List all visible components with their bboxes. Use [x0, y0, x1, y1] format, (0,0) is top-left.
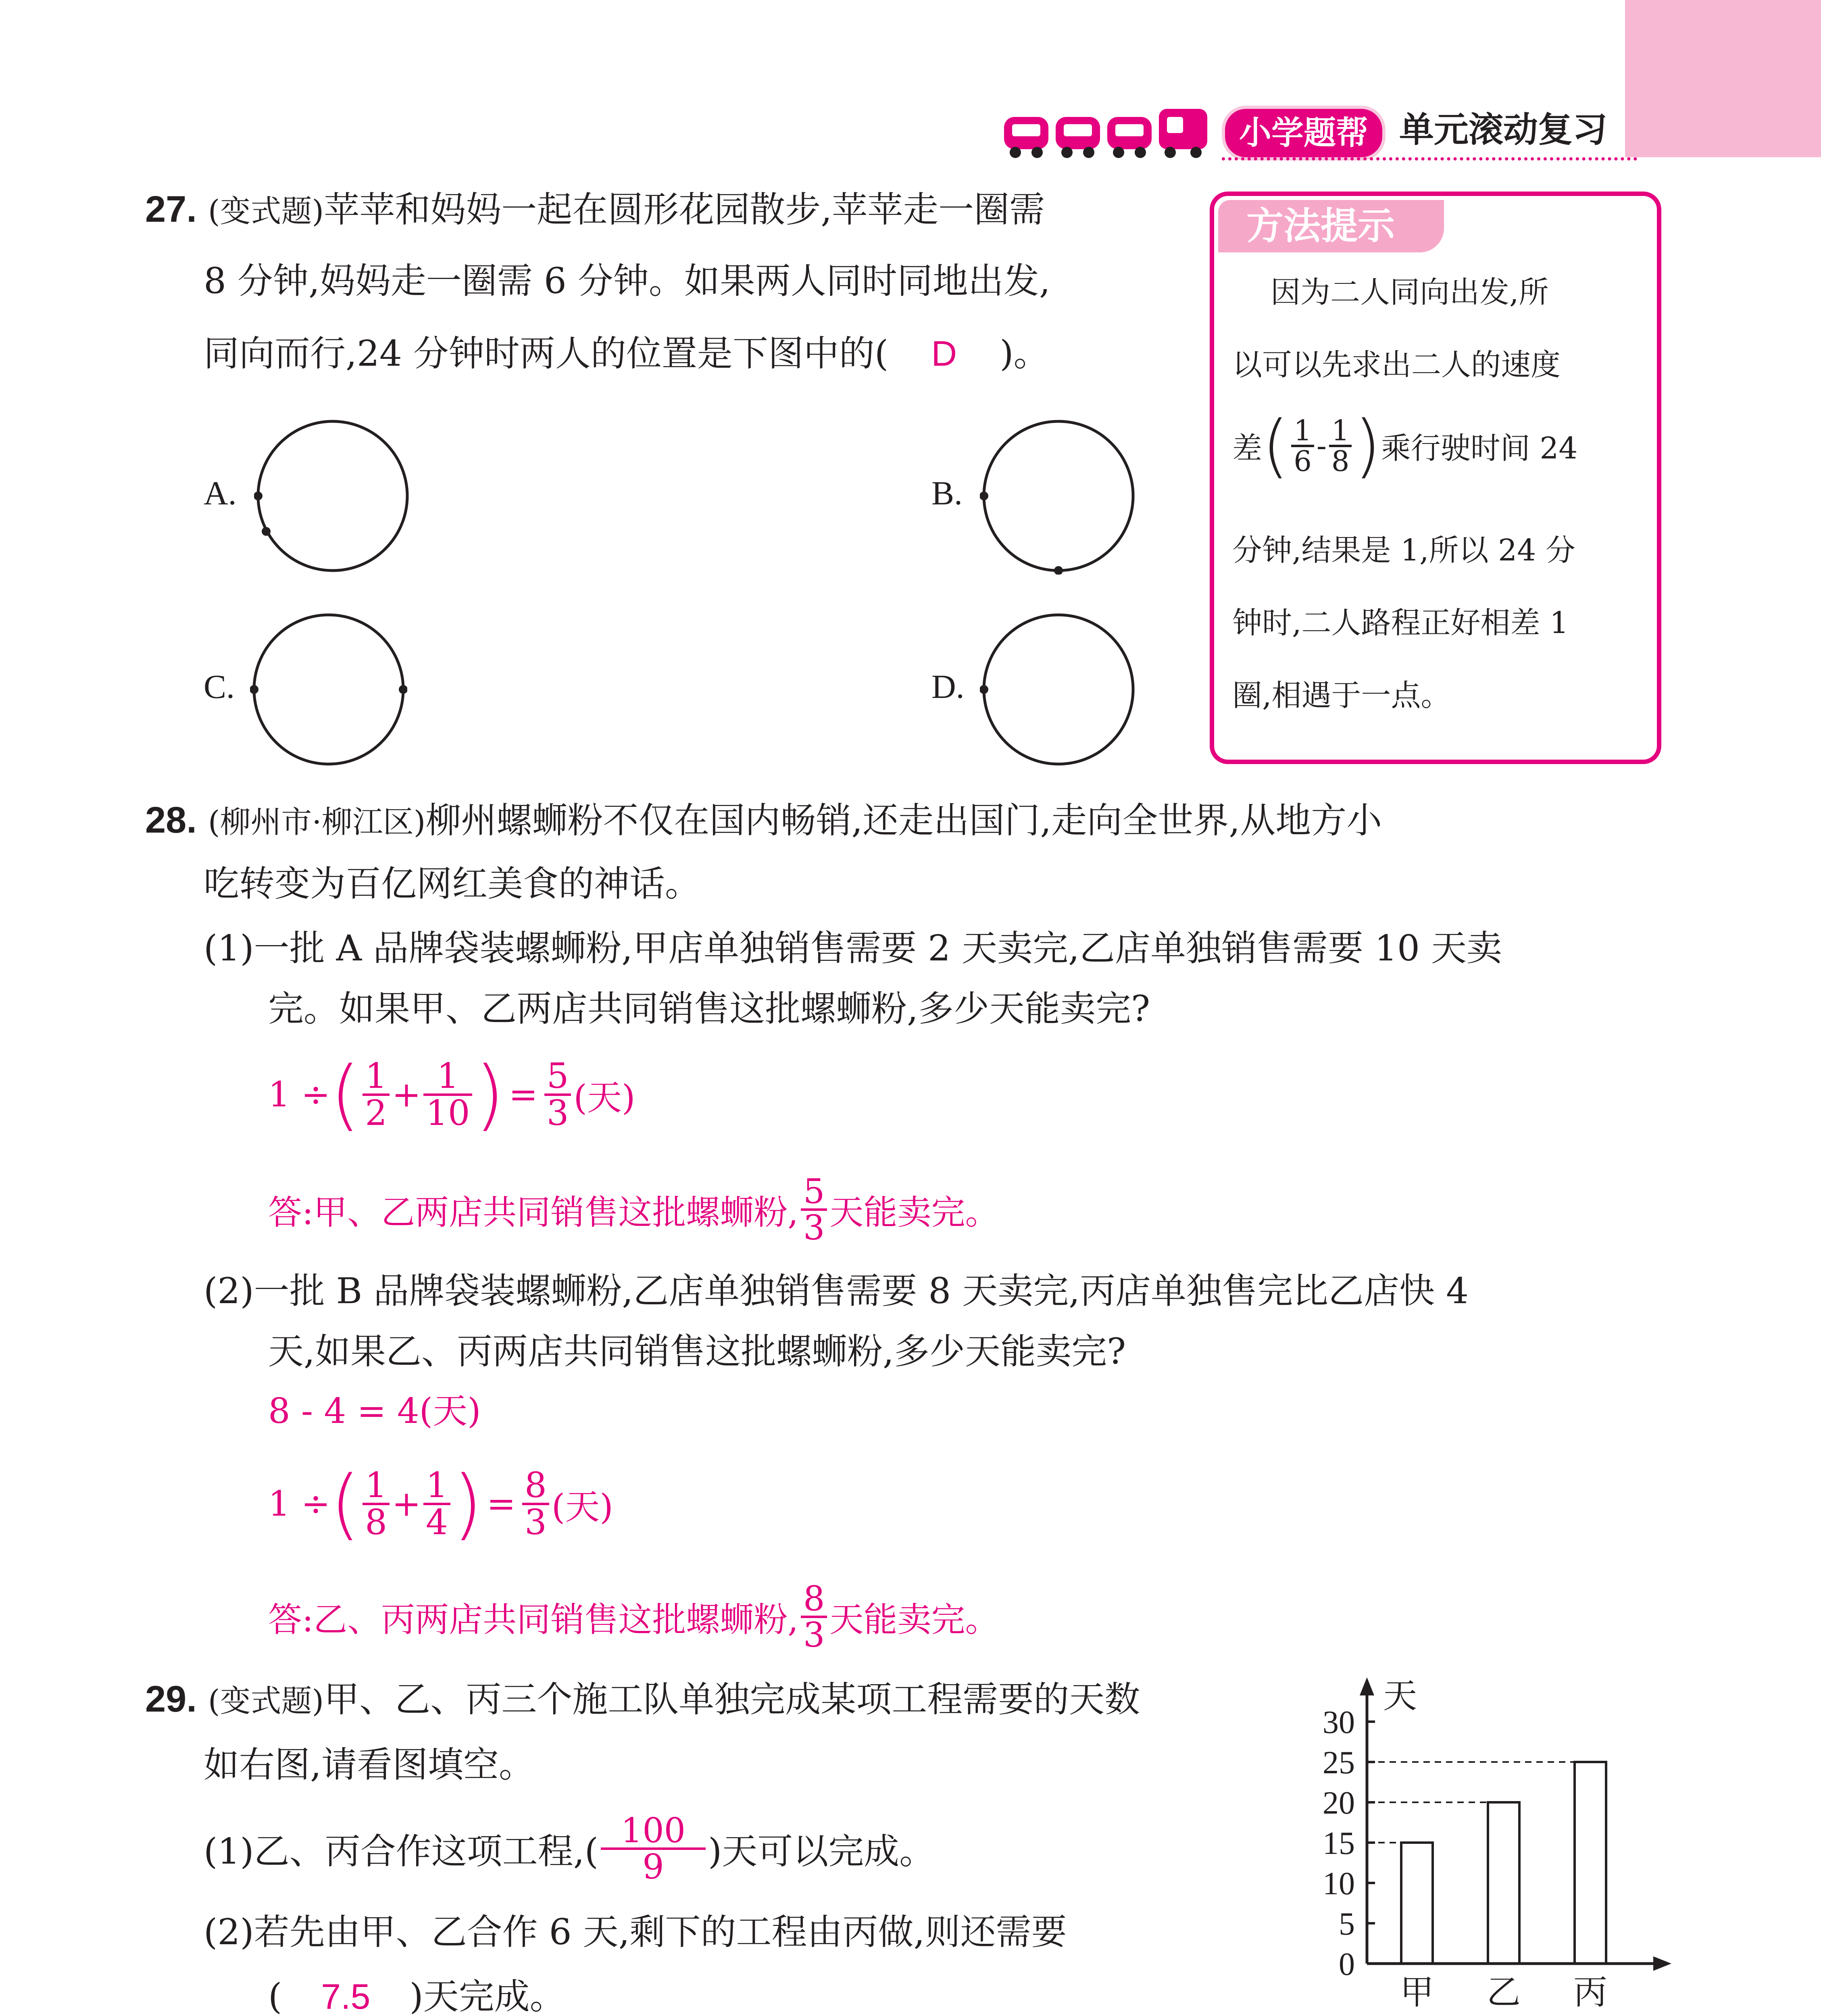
eq1-result: $\frac{5}{3}$: [544, 1059, 571, 1131]
bar-chart-svg: [1306, 1673, 1677, 2016]
header-section-title: 单元滚动复习: [1399, 110, 1607, 150]
tip-line5: 钟时,二人路程正好相差 1: [1232, 606, 1569, 640]
q27-text1: 苹苹和妈妈一起在圆形花园散步,苹苹走一圈需: [324, 189, 1045, 230]
ans1-text-end: 天能卖完。: [829, 1192, 999, 1232]
q28-part1-equation: [268, 1040, 635, 1149]
tip-line1: 因为二人同向出发,所: [1271, 275, 1549, 310]
option-b-label: B.: [931, 475, 963, 512]
option-b-circle: [980, 417, 1137, 576]
q29-text1: 甲、乙、丙三个施工队单独完成某项工程需要的天数: [324, 1679, 1140, 1720]
q28-text1: 柳州螺蛳粉不仅在国内畅销,还走出国门,走向全世界,从地方小: [425, 800, 1382, 841]
bar-丙: [1575, 1762, 1606, 1964]
y-tick-label-5: 5: [1339, 1906, 1355, 1942]
method-tip-title: 方法提示: [1246, 204, 1395, 248]
eq2-plus: +: [392, 1484, 421, 1524]
q29-part2-line1: (2)若先由甲、乙合作 6 天,剩下的工程由丙做,则还需要: [204, 1911, 1067, 1953]
q28-part2-equation: [268, 1450, 613, 1558]
eq2-fraction-b: $\frac{1}{4}$: [423, 1468, 450, 1540]
eq2-equals: =: [486, 1484, 516, 1524]
q29-part2-text-end: )天完成。: [409, 1976, 565, 2016]
q27-answer: D: [931, 333, 957, 373]
q28-line2: 吃转变为百亿网红美食的神话。: [204, 863, 701, 904]
x-category-label-甲: 甲: [1400, 1974, 1434, 2012]
eq1-unit: (天): [573, 1078, 635, 1118]
q27-text3: 同向而行,24 分钟时两人的位置是下图中的(: [204, 333, 889, 374]
eq2-result: $\frac{8}{3}$: [522, 1468, 549, 1540]
q27-line3: [204, 331, 1049, 377]
q27-line2: 8 分钟,妈妈走一圈需 6 分钟。如果两人同时同地出发,: [204, 260, 1050, 302]
tip-paren-open: (: [1262, 406, 1289, 486]
eq2-paren-close: ): [452, 1459, 483, 1548]
option-d-label: D.: [931, 668, 965, 706]
x-axis-arrow: [1653, 1956, 1671, 1971]
q28-part2-line2: 天,如果乙、丙两店共同销售这批螺蛳粉,多少天能卖完?: [268, 1331, 1126, 1372]
q28-part2-calc1: 8 - 4 = 4(天): [268, 1391, 481, 1431]
eq1-equals: =: [508, 1075, 538, 1115]
q29-part1-text-end: )天可以完成。: [708, 1831, 935, 1872]
header-dotted-rule: [1222, 157, 1637, 160]
q27-number: 27.: [145, 189, 197, 230]
q29-line1: [145, 1675, 1140, 1724]
tip-line2: 以可以先求出二人的速度: [1232, 348, 1561, 382]
ans1-fraction: $\frac{5}{3}$: [801, 1175, 827, 1245]
ans2-fraction: $\frac{8}{3}$: [801, 1582, 827, 1652]
tip-line3: [1232, 398, 1577, 494]
eq1-paren-close: ): [475, 1050, 505, 1139]
q28-part2-answer: [268, 1566, 999, 1667]
bar-chart: [1306, 1673, 1677, 2016]
tip-text3: 差: [1232, 431, 1262, 466]
tip-line6: 圈,相遇于一点。: [1232, 678, 1451, 713]
q28-part1-line2: 完。如果甲、乙两店共同销售这批螺蛳粉,多少天能卖完?: [268, 988, 1150, 1029]
option-d-circle: [980, 611, 1137, 770]
q29-part1-answer: $\frac{100}{9}$: [601, 1814, 706, 1884]
y-tick-label-15: 15: [1323, 1826, 1355, 1861]
y-tick-label-20: 20: [1323, 1785, 1355, 1821]
ans1-text: 答:甲、乙两店共同销售这批螺蛳粉,: [268, 1192, 799, 1232]
y-axis-label: 天: [1383, 1678, 1417, 1715]
method-tip-title-tab: [1218, 200, 1444, 252]
q29-part2-open: (: [268, 1976, 282, 2016]
eq2-paren-open: (: [330, 1459, 360, 1548]
q29-part2-line2: [268, 1974, 565, 2016]
q29-number: 29.: [145, 1679, 197, 1720]
q28-line1: [145, 796, 1382, 845]
header-train-icon: [1004, 101, 1214, 161]
q28-part1-line1: (1)一批 A 品牌袋装螺蛳粉,甲店单独销售需要 2 天卖完,乙店单独销售需要 10 天卖: [204, 927, 1502, 969]
eq1-fraction-a: $\frac{1}{2}$: [363, 1059, 390, 1131]
y-tick-label-30: 30: [1323, 1705, 1355, 1740]
option-a-circle: [254, 417, 411, 576]
option-c-circle: [250, 611, 407, 770]
eq1-paren-open: (: [330, 1050, 360, 1139]
eq2-lead: 1 ÷: [268, 1484, 331, 1524]
y-axis-arrow: [1360, 1677, 1374, 1695]
tip-text3-end: 乘行驶时间 24: [1381, 431, 1578, 466]
bar-乙: [1488, 1802, 1519, 1964]
q28-part1-answer: [268, 1159, 999, 1260]
tip-line4: 分钟,结果是 1,所以 24 分: [1232, 533, 1575, 568]
header-badge: [1222, 106, 1386, 160]
eq2-unit: (天): [551, 1487, 613, 1527]
ans2-text: 答:乙、丙两店共同销售这批螺蛳粉,: [268, 1599, 799, 1639]
bar-甲: [1401, 1843, 1433, 1964]
y-tick-label-0: 0: [1339, 1947, 1355, 1982]
eq1-lead: 1 ÷: [268, 1075, 331, 1115]
option-a-label: A.: [204, 475, 237, 512]
q28-number: 28.: [145, 800, 197, 841]
tip-fraction-1: $\frac{1}{6}$: [1291, 417, 1314, 475]
q28-tag: (柳州市·柳江区): [208, 804, 426, 840]
eq1-plus: +: [392, 1075, 421, 1115]
tip-paren-close: ): [1354, 406, 1381, 486]
header-badge-text: 小学题帮: [1239, 114, 1368, 152]
eq2-fraction-a: $\frac{1}{8}$: [363, 1468, 390, 1540]
q29-part1-text: (1)乙、丙合作这项工程,(: [204, 1831, 598, 1872]
x-category-label-丙: 丙: [1573, 1974, 1608, 2012]
y-tick-label-25: 25: [1323, 1745, 1355, 1781]
q28-part2-line1: (2)一批 B 品牌袋装螺蛳粉,乙店单独销售需要 8 天卖完,丙店单独售完比乙店快 4: [204, 1270, 1469, 1312]
y-tick-label-10: 10: [1323, 1866, 1355, 1901]
tip-fraction-2: $\frac{1}{8}$: [1329, 417, 1352, 475]
q29-part2-answer: 7.5: [321, 1976, 371, 2016]
ans2-text-end: 天能卖完。: [829, 1599, 999, 1639]
method-tip-box: [1210, 192, 1661, 764]
tip-minus: -: [1316, 429, 1327, 463]
header-corner-tab: [1625, 0, 1821, 157]
q29-line2: 如右图,请看图填空。: [204, 1744, 534, 1785]
eq1-fraction-b: $\frac{1}{10}$: [423, 1059, 472, 1131]
option-c-label: C.: [204, 668, 235, 706]
q29-part1: [204, 1802, 935, 1895]
q27-line1: [145, 185, 1045, 234]
q29-tag: (变式题): [208, 1683, 324, 1719]
q27-tag: (变式题): [208, 193, 324, 229]
q27-text3-end: )。: [1000, 333, 1049, 374]
x-category-label-乙: 乙: [1486, 1974, 1521, 2012]
